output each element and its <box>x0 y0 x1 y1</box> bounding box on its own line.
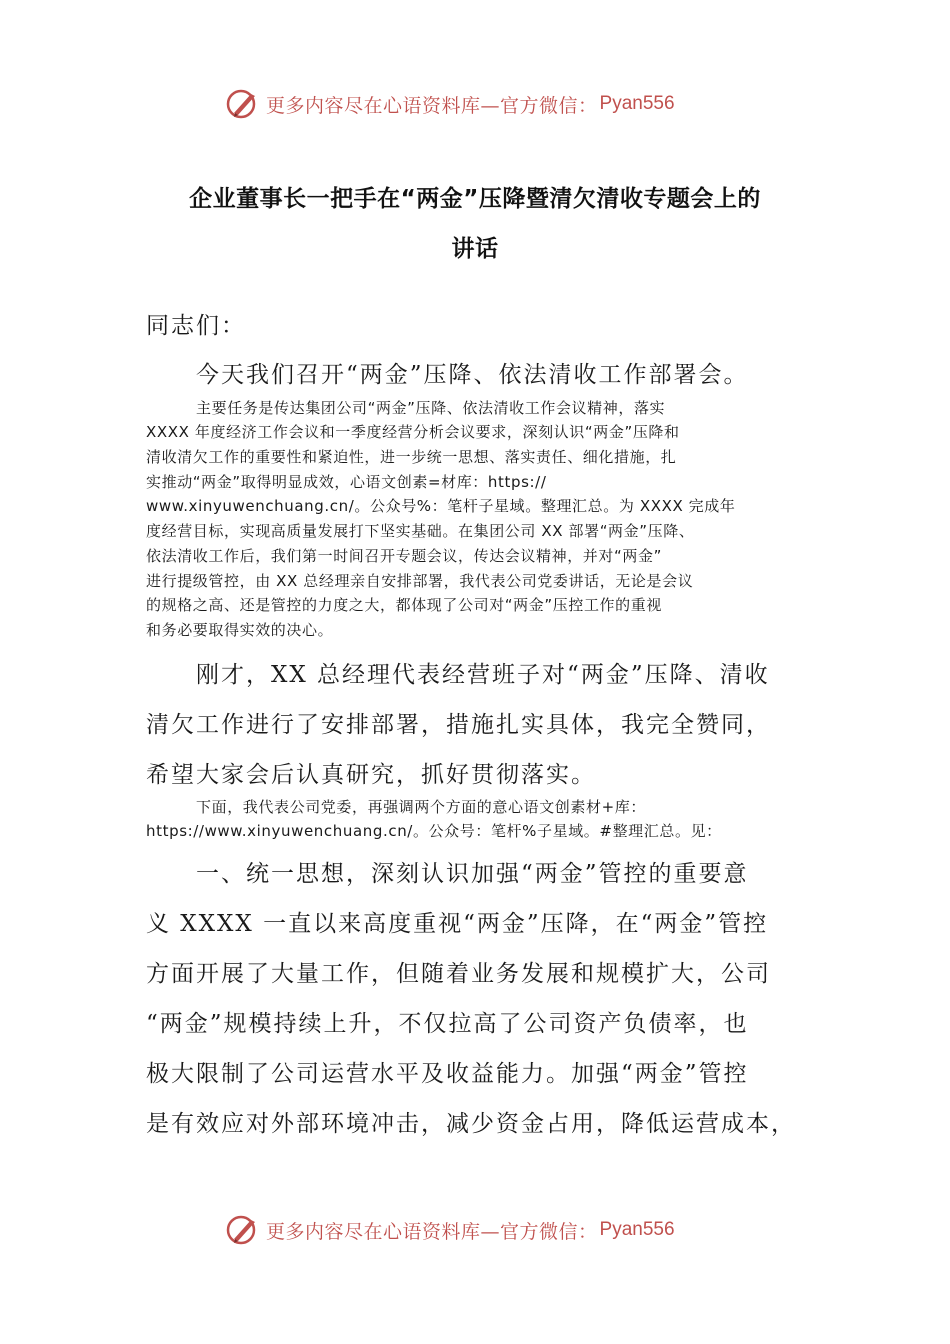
watermark-wechat-id: Pyan556 <box>599 1219 675 1240</box>
pen-logo-icon <box>226 1213 260 1247</box>
paragraph-line: 清收清欠工作的重要性和紧迫性，进一步统一思想、落实责任、细化措施，扎 <box>146 448 677 466</box>
paragraph-line: www.xinyuwenchuang.cn/。公众号%：笔杆子星域。整理汇总。为 XXXX 完成年 <box>146 497 736 515</box>
paragraph-line: 实推动“两金”取得明显成效，心语文创素=材库：https:// <box>146 473 547 491</box>
watermark-text: 更多内容尽在心语资料库—官方微信： <box>266 1220 598 1243</box>
watermark-header <box>226 84 675 124</box>
paragraph-line: 清欠工作进行了安排部署，措施扎实具体，我完全赞同， <box>146 712 771 738</box>
pen-logo-icon <box>226 87 260 121</box>
greeting: 同志们： <box>146 313 246 339</box>
paragraph-line: XXXX 年度经济工作会议和一季度经营分析会议要求，深刻认识“两金”压降和 <box>146 423 680 441</box>
paragraph-line: 主要任务是传达集团公司“两金”压降、依法清收工作会议精神，落实 <box>196 399 666 417</box>
watermark-footer <box>226 1210 675 1250</box>
paragraph-intro: 今天我们召开“两金”压降、依法清收工作部署会。 <box>196 362 749 388</box>
document-title-line-2: 讲话 <box>451 236 499 262</box>
paragraph-line: 下面，我代表公司党委，再强调两个方面的意心语文创素材+库： <box>196 798 646 816</box>
paragraph-line: 是有效应对外部环境冲击，减少资金占用，降低运营成本， <box>146 1111 796 1137</box>
paragraph-line: “两金”规模持续上升，不仅拉高了公司资产负债率，也 <box>146 1011 749 1037</box>
paragraph-line: 进行提级管控，由 XX 总经理亲自安排部署，我代表公司党委讲话，无论是会议 <box>146 572 694 590</box>
paragraph-line: 依法清收工作后，我们第一时间召开专题会议，传达会议精神，并对“两金” <box>146 547 662 565</box>
paragraph-line: 的规格之高、还是管控的力度之大，都体现了公司对“两金”压控工作的重视 <box>146 596 662 614</box>
document-title-line-1: 企业董事长一把手在“两金”压降暨清欠清收专题会上的 <box>189 186 761 212</box>
paragraph-line: 极大限制了公司运营水平及收益能力。加强“两金”管控 <box>146 1061 749 1087</box>
paragraph-line: 刚才，XX 总经理代表经营班子对“两金”压降、清收 <box>196 662 770 688</box>
paragraph-line: 方面开展了大量工作，但随着业务发展和规模扩大，公司 <box>146 961 771 987</box>
paragraph-line: 义 XXXX 一直以来高度重视“两金”压降，在“两金”管控 <box>146 911 769 937</box>
watermark-wechat-id: Pyan556 <box>599 93 675 114</box>
paragraph-line: 度经营目标，实现高质量发展打下坚实基础。在集团公司 XX 部署“两金”压降、 <box>146 522 695 540</box>
section-heading-line: 一、统一思想，深刻认识加强“两金”管控的重要意 <box>196 861 749 887</box>
watermark-text: 更多内容尽在心语资料库—官方微信： <box>266 94 598 117</box>
paragraph-line: https://www.xinyuwenchuang.cn/。公众号：笔杆%子星域。#整理汇总。见： <box>146 822 722 840</box>
paragraph-line: 希望大家会后认真研究，抓好贯彻落实。 <box>146 762 596 788</box>
paragraph-line: 和务必要取得实效的决心。 <box>146 621 334 639</box>
